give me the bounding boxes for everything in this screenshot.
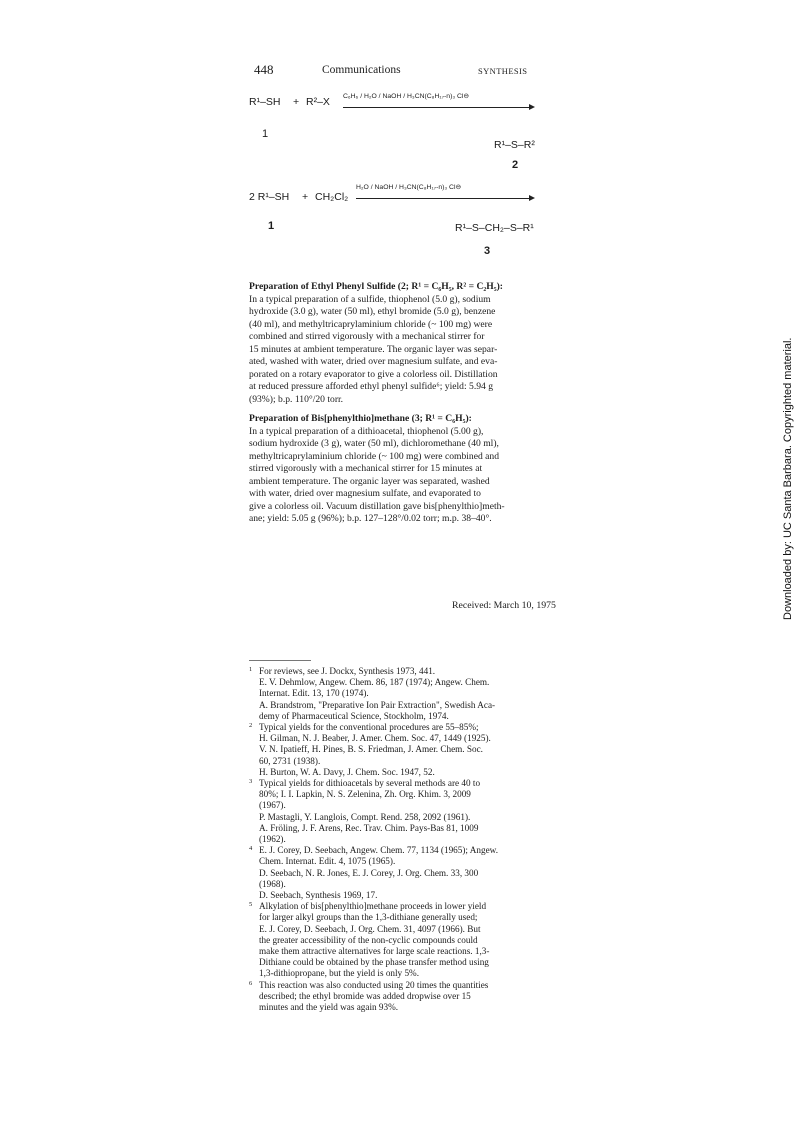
- footnote-mark: 5: [249, 901, 253, 909]
- footnote-line: A. Fröling, J. F. Arens, Rec. Trav. Chim. Pays-Bas 81, 1009: [259, 822, 479, 833]
- reaction2-compound-label: 1: [268, 220, 275, 232]
- footnotes: [249, 666, 541, 1013]
- procedure1-line: (93%); b.p. 110°/20 torr.: [249, 393, 344, 405]
- reaction2-arrowhead: [529, 195, 535, 201]
- reaction1-conditions: C₆H₆ / H₂O / NaOH / H₃CN(C₈H₁₇-n)₃ Cl⊖: [343, 93, 470, 100]
- footnote-line: 1,3-dithiopropane, but the yield is only 5%.: [259, 968, 419, 979]
- footnote-line: Chem. Internat. Edit. 4, 1075 (1965).: [259, 856, 396, 867]
- footnote-line: Dithiane could be obtained by the phase transfer method using: [259, 957, 489, 968]
- procedure1-line: (40 ml), and methyltricaprylaminium chloride (~ 100 mg) were: [249, 318, 493, 330]
- footnote-line: 60, 2731 (1938).: [259, 755, 321, 766]
- reaction1-product-label: 2: [512, 159, 519, 171]
- procedure2-line: stirred vigorously with a mechanical stirrer for 15 minutes at: [249, 463, 483, 474]
- procedure2-line: methyltricaprylaminium chloride (~ 100 mg) were combined and: [249, 450, 500, 462]
- procedure1-line: porated on a rotary evaporator to give a colorless oil. Distillation: [249, 368, 498, 380]
- procedure1-line: combined and stirred vigorously with a mechanical stirrer for: [249, 331, 485, 342]
- journal-name: SYNTHESIS: [478, 66, 528, 76]
- footnote-line: E. J. Corey, D. Seebach, J. Org. Chem. 31, 4097 (1966). But: [259, 923, 481, 934]
- footnote-line: Internat. Edit. 13, 170 (1974).: [259, 688, 369, 699]
- footnote-line: V. N. Ipatieff, H. Pines, B. S. Friedman, J. Amer. Chem. Soc.: [259, 744, 483, 755]
- footnote-line: D. Seebach, N. R. Jones, E. J. Corey, J. Org. Chem. 33, 300: [259, 867, 479, 878]
- footnote-line: This reaction was also conducted using 20 times the quantities: [259, 979, 489, 990]
- reaction2-plus: +: [302, 191, 309, 203]
- footnote-2: [249, 722, 541, 778]
- reaction1-compound-label: 1: [262, 128, 269, 140]
- footnote-line: E. V. Dehmlow, Angew. Chem. 86, 187 (1974); Angew. Chem.: [259, 677, 490, 688]
- footnote-line: Typical yields for the conventional procedures are 55–85%;: [259, 722, 479, 733]
- procedure2-line: In a typical preparation of a dithioacetal, thiophenol (5.00 g),: [249, 425, 484, 437]
- footnote-line: (1967).: [259, 800, 286, 811]
- footnote-mark: 2: [249, 722, 253, 730]
- procedure2-title: Preparation of Bis[phenylthio]methane (3; R¹ = C₆H₅):: [249, 413, 472, 424]
- footnote-6: [249, 980, 541, 1014]
- reaction1-arrowhead: [529, 104, 535, 110]
- footnote-line: Typical yields for dithioacetals by several methods are 40 to: [259, 778, 481, 789]
- received-date: Received: March 10, 1975: [452, 600, 556, 611]
- procedure2-line: ane; yield: 5.05 g (96%); b.p. 127–128°/0.02 torr; m.p. 38–40°.: [249, 513, 492, 524]
- reaction1-plus: +: [293, 96, 300, 108]
- reaction2-product-label: 3: [484, 245, 491, 257]
- footnote-mark: 1: [249, 666, 253, 673]
- reaction1-reactant-a: R¹–SH: [249, 96, 281, 108]
- reaction2-reactant-a: 2 R¹–SH: [249, 191, 290, 203]
- footnote-mark: 4: [249, 845, 253, 853]
- procedure-bis-phenylthio-methane: [249, 413, 541, 526]
- footnote-line: E. J. Corey, D. Seebach, Angew. Chem. 77, 1134 (1965); Angew.: [259, 845, 499, 856]
- footnote-line: D. Seebach, Synthesis 1969, 17.: [259, 890, 378, 901]
- footnote-5: [249, 901, 541, 979]
- footnote-line: For reviews, see J. Dockx, Synthesis 1973, 441.: [259, 666, 436, 676]
- footnote-mark: 6: [249, 979, 253, 987]
- footnote-line: Alkylation of bis[phenylthio]methane proceeds in lower yield: [259, 901, 487, 912]
- footnote-line: for larger alkyl groups than the 1,3-dithiane generally used;: [259, 912, 478, 923]
- procedure2-line: ambient temperature. The organic layer was separated, washed: [249, 475, 490, 487]
- footnote-line: A. Brandstrom, "Preparative Ion Pair Extraction", Swedish Aca-: [259, 699, 496, 710]
- procedure1-line: In a typical preparation of a sulfide, thiophenol (5.0 g), sodium: [249, 293, 491, 305]
- procedure1-line: hydroxide (3.0 g), water (50 ml), ethyl bromide (5.0 g), benzene: [249, 306, 496, 317]
- reaction1-product: R¹–S–R²: [494, 139, 535, 151]
- reaction1-arrow: [343, 107, 529, 108]
- footnote-3: [249, 778, 541, 845]
- reaction1-reactant-b: R²–X: [306, 96, 330, 108]
- footnote-line: (1962).: [259, 834, 286, 845]
- footnote-divider: [249, 660, 311, 661]
- procedure2-line: give a colorless oil. Vacuum distillation gave bis[phenylthio]meth-: [249, 500, 505, 512]
- procedure1-line: ated, washed with water, dried over magnesium sulfate, and eva-: [249, 356, 498, 367]
- footnote-line: (1968).: [259, 878, 286, 889]
- footnote-mark: 3: [249, 778, 253, 786]
- procedure1-line: at reduced pressure afforded ethyl phenyl sulfide⁶; yield: 5.94 g: [249, 381, 494, 392]
- footnote-line: P. Mastagli, Y. Langlois, Compt. Rend. 258, 2092 (1961).: [259, 811, 471, 822]
- footnote-line: make them attractive alternatives for large scale reactions. 1,3-: [259, 946, 490, 957]
- footnote-4: [249, 845, 541, 901]
- procedure2-line: sodium hydroxide (3 g), water (50 ml), dichloromethane (40 ml),: [249, 438, 499, 449]
- reaction2-conditions: H₂O / NaOH / H₃CN(C₈H₁₇-n)₃ Cl⊖: [356, 184, 462, 191]
- footnote-line: H. Burton, W. A. Davy, J. Chem. Soc. 1947, 52.: [259, 766, 435, 777]
- footnote-line: described; the ethyl bromide was added dropwise over 15: [259, 990, 471, 1001]
- footnote-line: minutes and the yield was again 93%.: [259, 1002, 399, 1013]
- procedure-ethyl-phenyl-sulfide: [249, 281, 541, 406]
- page-number: 448: [254, 62, 274, 77]
- footnote-line: 80%; I. I. Lapkin, N. S. Zelenina, Zh. Org. Khim. 3, 2009: [259, 789, 471, 800]
- procedure1-title: Preparation of Ethyl Phenyl Sulfide (2; R¹ = C₆H₅, R² = C₂H₅):: [249, 281, 503, 292]
- footnote-line: demy of Pharmaceutical Science, Stockholm, 1974.: [259, 710, 449, 721]
- footnote-line: the greater accessibility of the non-cyclic compounds could: [259, 934, 478, 945]
- footnote-1: [249, 666, 541, 722]
- download-notice: Downloaded by: UC Santa Barbara. Copyrighted material.: [782, 337, 794, 620]
- section-title: Communications: [322, 64, 401, 76]
- reaction2-arrow: [356, 198, 529, 199]
- footnote-line: H. Gilman, N. J. Beaber, J. Amer. Chem. Soc. 47, 1449 (1925).: [259, 733, 491, 744]
- procedure1-line: 15 minutes at ambient temperature. The organic layer was separ-: [249, 343, 498, 355]
- reaction2-product: R¹–S–CH₂–S–R¹: [455, 222, 534, 234]
- procedure2-line: with water, dried over magnesium sulfate, and evaporated to: [249, 488, 481, 499]
- reaction2-reactant-b: CH₂Cl₂: [315, 191, 349, 203]
